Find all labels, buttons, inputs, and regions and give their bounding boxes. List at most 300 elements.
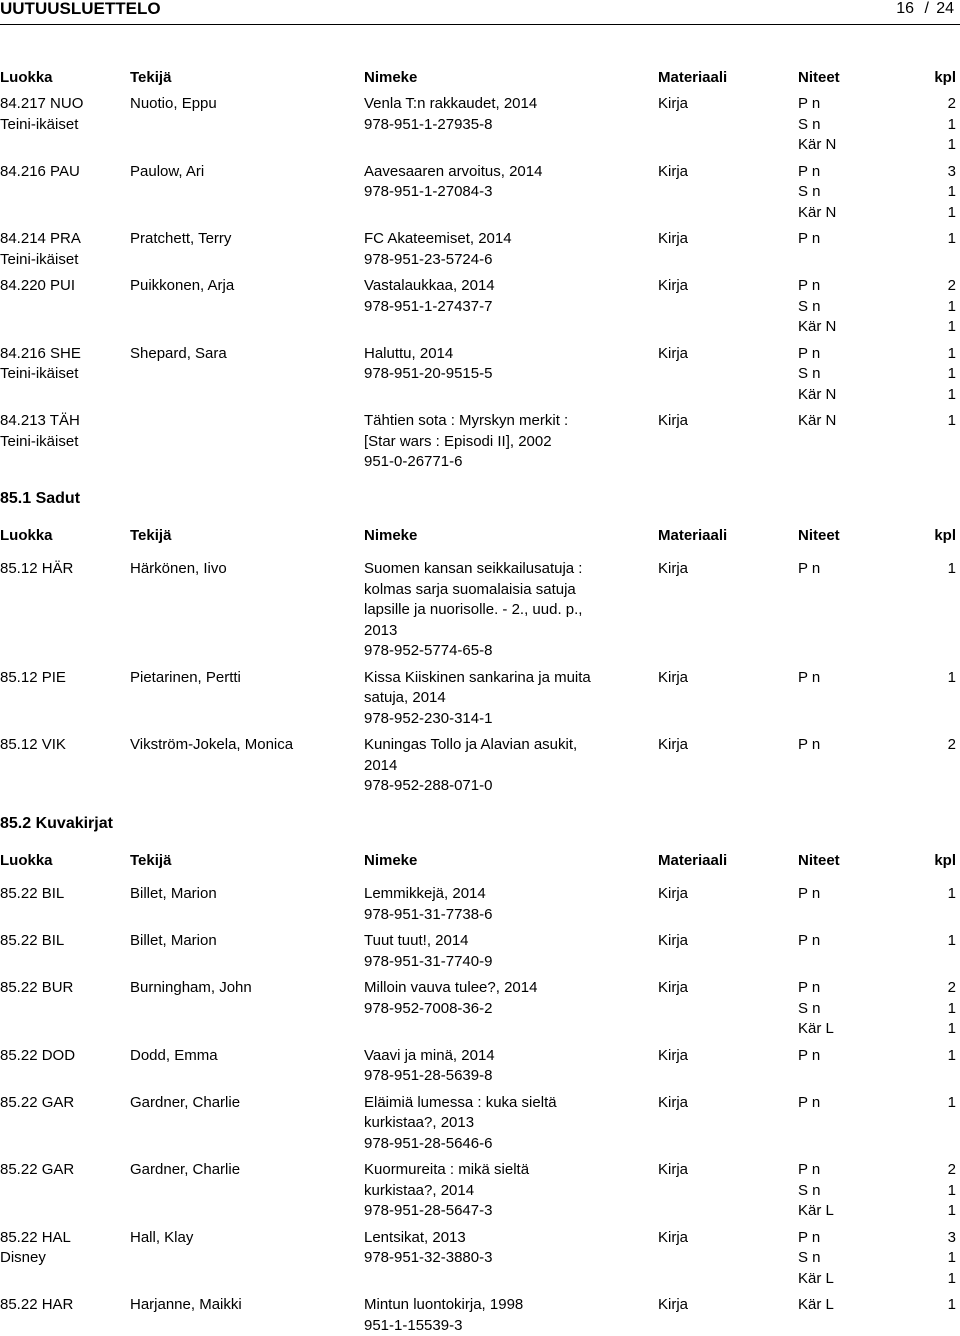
author: Hall, Klay [130,1228,193,1249]
title-block [364,344,634,385]
title-line: Venla T:n rakkaudet, 2014 [364,94,634,115]
isbn: 978-951-28-5639-8 [364,1066,634,1087]
copies-location: Kär N [798,203,836,224]
class-code [0,735,66,756]
shelf-code: 84.216 PAU [0,162,80,183]
copies-count: 2 [948,94,956,115]
class-code [0,276,75,297]
copies-count: 1 [948,364,956,385]
copies-location: P n [798,1228,820,1249]
copies-location: P n [798,559,820,580]
title-line: Haluttu, 2014 [364,344,634,365]
shelf-code: 84.220 PUI [0,276,75,297]
copies-location: Kär L [798,1269,834,1290]
class-code [0,1046,75,1067]
isbn: 978-951-20-9515-5 [364,364,634,385]
class-code [0,931,64,952]
copies-count-line [910,203,956,224]
copies-count-line [910,1295,956,1316]
copies-counts [910,229,956,250]
copies-location: P n [798,884,820,905]
shelf-code: 84.217 NUO [0,94,83,115]
copies-count: 1 [948,135,956,156]
isbn: 978-951-1-27935-8 [364,115,634,136]
copies-entry [798,1160,908,1181]
copies-count: 1 [948,385,956,406]
copies-list [798,668,908,689]
copies-location: S n [798,115,821,136]
copies-entry [798,364,908,385]
material-type: Kirja [658,162,688,183]
copies-count-line [910,1269,956,1290]
copies-entry [798,559,908,580]
copies-entry [798,203,908,224]
copies-count-line [910,411,956,432]
copies-count: 1 [948,999,956,1020]
page-separator: / [925,0,929,20]
copies-location: S n [798,364,821,385]
title-line: Mintun luontokirja, 1998 [364,1295,634,1316]
copies-entry [798,1228,908,1249]
copies-list [798,1228,908,1290]
copies-counts [910,978,956,1040]
header-divider [0,24,960,25]
copies-count: 1 [948,182,956,203]
copies-count-line [910,182,956,203]
author: Paulow, Ari [130,162,204,183]
isbn: 978-951-23-5724-6 [364,250,634,271]
copies-location: S n [798,1181,821,1202]
copies-location: P n [798,94,820,115]
material-type: Kirja [658,411,688,432]
copies-count: 2 [948,735,956,756]
copies-count: 1 [948,344,956,365]
copies-count: 1 [948,115,956,136]
copies-count-line [910,735,956,756]
copies-count: 2 [948,978,956,999]
copies-count-line [910,978,956,999]
copies-count-line [910,94,956,115]
copies-location: P n [798,229,820,250]
audience-label: Teini-ikäiset [0,364,81,385]
copies-count: 2 [948,1160,956,1181]
section-title: 85.1 Sadut [0,489,80,510]
title-line: Suomen kansan seikkailusatuja : [364,559,634,580]
title-block [364,735,634,797]
isbn: 978-951-31-7738-6 [364,905,634,926]
shelf-code: 85.22 GAR [0,1093,74,1114]
title-line: Milloin vauva tulee?, 2014 [364,978,634,999]
copies-list [798,411,908,432]
copies-list [798,1160,908,1222]
title-block [364,978,634,1019]
shelf-code: 84.213 TÄH [0,411,80,432]
copies-counts [910,1046,956,1067]
copies-entry [798,735,908,756]
copies-count-line [910,162,956,183]
copies-entry [798,411,908,432]
copies-entry [798,931,908,952]
copies-location: P n [798,162,820,183]
class-code [0,1295,73,1316]
material-type: Kirja [658,931,688,952]
copies-counts [910,668,956,689]
class-code [0,1228,71,1269]
title-block [364,559,634,662]
title-block [364,162,634,203]
copies-count-line [910,999,956,1020]
author: Billet, Marion [130,931,217,952]
copies-count: 1 [948,1046,956,1067]
author: Vikström-Jokela, Monica [130,735,293,756]
copies-location: Kär L [798,1019,834,1040]
material-type: Kirja [658,229,688,250]
copies-list [798,559,908,580]
column-header-nimeke: Nimeke [364,851,417,872]
copies-location: S n [798,1248,821,1269]
material-type: Kirja [658,276,688,297]
class-code [0,559,73,580]
title-line: Vaavi ja minä, 2014 [364,1046,634,1067]
title-line: FC Akateemiset, 2014 [364,229,634,250]
shelf-code: 85.22 HAR [0,1295,73,1316]
column-header-luokka: Luokka [0,526,53,547]
title-block [364,1046,634,1087]
material-type: Kirja [658,668,688,689]
section-title: 85.2 Kuvakirjat [0,814,113,835]
column-header-niteet: Niteet [798,851,840,872]
isbn: 978-952-288-071-0 [364,776,634,797]
copies-count-line [910,276,956,297]
copies-count: 1 [948,668,956,689]
title-line: kurkistaa?, 2014 [364,1181,634,1202]
isbn: 978-952-5774-65-8 [364,641,634,662]
title-line: [Star wars : Episodi II], 2002 [364,432,634,453]
copies-location: S n [798,182,821,203]
copies-count: 1 [948,1019,956,1040]
copies-list [798,884,908,905]
material-type: Kirja [658,735,688,756]
copies-count-line [910,1019,956,1040]
material-type: Kirja [658,344,688,365]
document-title: UUTUUSLUETTELO [0,0,161,20]
copies-location: S n [798,297,821,318]
copies-count: 1 [948,1181,956,1202]
shelf-code: 85.22 BIL [0,931,64,952]
copies-counts [910,1160,956,1222]
audience-label: Teini-ikäiset [0,250,81,271]
title-line: kurkistaa?, 2013 [364,1113,634,1134]
audience-label: Teini-ikäiset [0,432,80,453]
column-header-row [0,68,960,90]
copies-count-line [910,229,956,250]
title-line: kolmas sarja suomalaisia satuja [364,580,634,601]
copies-entry [798,1093,908,1114]
copies-entry [798,668,908,689]
copies-count-line [910,385,956,406]
copies-location: P n [798,276,820,297]
column-header-materiaali: Materiaali [658,526,727,547]
title-line: lapsille ja nuorisolle. - 2., uud. p., [364,600,634,621]
title-block [364,276,634,317]
copies-entry [798,229,908,250]
copies-location: Kär N [798,411,836,432]
copies-count: 1 [948,1093,956,1114]
copies-counts [910,411,956,432]
author: Billet, Marion [130,884,217,905]
column-header-tekija: Tekijä [130,526,171,547]
class-code [0,1160,74,1181]
column-header-row [0,526,960,548]
copies-list [798,1046,908,1067]
copies-entry [798,999,908,1020]
class-code [0,229,81,270]
shelf-code: 85.22 GAR [0,1160,74,1181]
isbn: 978-951-28-5646-6 [364,1134,634,1155]
isbn: 978-951-31-7740-9 [364,952,634,973]
copies-count: 1 [948,1201,956,1222]
title-block [364,1093,634,1155]
copies-count-line [910,1228,956,1249]
isbn: 978-951-1-27084-3 [364,182,634,203]
copies-entry [798,1019,908,1040]
copies-count-line [910,884,956,905]
column-header-luokka: Luokka [0,851,53,872]
class-code [0,411,80,452]
author: Pratchett, Terry [130,229,231,250]
material-type: Kirja [658,1160,688,1181]
author: Nuotio, Eppu [130,94,217,115]
author: Harjanne, Maikki [130,1295,242,1316]
material-type: Kirja [658,1093,688,1114]
isbn: 978-952-7008-36-2 [364,999,634,1020]
copies-entry [798,884,908,905]
copies-list [798,162,908,224]
title-block [364,668,634,730]
audience-label: Teini-ikäiset [0,115,83,136]
author: Dodd, Emma [130,1046,218,1067]
copies-count-line [910,668,956,689]
copies-count: 3 [948,1228,956,1249]
column-header-nimeke: Nimeke [364,68,417,89]
column-header-niteet: Niteet [798,68,840,89]
column-header-kpl: kpl [934,68,956,89]
isbn: 978-951-28-5647-3 [364,1201,634,1222]
copies-count-line [910,559,956,580]
title-line: Aavesaaren arvoitus, 2014 [364,162,634,183]
title-line: satuja, 2014 [364,688,634,709]
page-total: 24 [936,0,954,20]
column-header-luokka: Luokka [0,68,53,89]
title-line: Tähtien sota : Myrskyn merkit : [364,411,634,432]
copies-location: Kär N [798,135,836,156]
copies-count: 1 [948,411,956,432]
author: Gardner, Charlie [130,1160,240,1181]
copies-counts [910,735,956,756]
column-header-kpl: kpl [934,851,956,872]
copies-entry [798,1295,908,1316]
isbn: 978-951-32-3880-3 [364,1248,634,1269]
column-header-niteet: Niteet [798,526,840,547]
material-type: Kirja [658,94,688,115]
copies-counts [910,1093,956,1114]
class-code [0,978,73,999]
copies-location: P n [798,978,820,999]
copies-entry [798,1269,908,1290]
copies-count: 2 [948,276,956,297]
copies-counts [910,276,956,338]
copies-list [798,1295,908,1316]
copies-entry [798,182,908,203]
material-type: Kirja [658,1295,688,1316]
column-header-kpl: kpl [934,526,956,547]
copies-location: P n [798,931,820,952]
title-line: Tuut tuut!, 2014 [364,931,634,952]
copies-counts [910,94,956,156]
copies-entry [798,1201,908,1222]
copies-counts [910,1228,956,1290]
copies-entry [798,1248,908,1269]
copies-entry [798,135,908,156]
title-block [364,94,634,135]
column-header-row [0,851,960,873]
author: Puikkonen, Arja [130,276,234,297]
title-block [364,884,634,925]
column-header-materiaali: Materiaali [658,851,727,872]
copies-count: 3 [948,162,956,183]
copies-count: 1 [948,297,956,318]
copies-entry [798,94,908,115]
copies-count: 1 [948,229,956,250]
author: Shepard, Sara [130,344,227,365]
title-line: Lentsikat, 2013 [364,1228,634,1249]
title-block [364,931,634,972]
copies-list [798,276,908,338]
author: Härkönen, Iivo [130,559,227,580]
page-number: 16 [896,0,914,20]
column-header-nimeke: Nimeke [364,526,417,547]
title-line: Vastalaukkaa, 2014 [364,276,634,297]
copies-location: Kär N [798,317,836,338]
copies-entry [798,317,908,338]
copies-entry [798,344,908,365]
title-line: 2013 [364,621,634,642]
isbn: 978-951-1-27437-7 [364,297,634,318]
class-code [0,884,64,905]
copies-count-line [910,931,956,952]
copies-location: P n [798,1093,820,1114]
copies-count: 1 [948,1248,956,1269]
copies-list [798,94,908,156]
shelf-code: 84.214 PRA [0,229,81,250]
copies-location: Kär N [798,385,836,406]
title-block [364,1228,634,1269]
author: Burningham, John [130,978,252,999]
copies-location: P n [798,1046,820,1067]
copies-location: P n [798,735,820,756]
copies-count-line [910,317,956,338]
copies-entry [798,297,908,318]
copies-entry [798,385,908,406]
class-code [0,94,83,135]
page-header [0,0,960,22]
copies-list [798,931,908,952]
copies-list [798,344,908,406]
shelf-code: 85.22 BUR [0,978,73,999]
copies-list [798,229,908,250]
copies-count-line [910,364,956,385]
shelf-code: 85.12 HÄR [0,559,73,580]
shelf-code: 84.216 SHE [0,344,81,365]
copies-count-line [910,297,956,318]
copies-count-line [910,135,956,156]
shelf-code: 85.22 DOD [0,1046,75,1067]
class-code [0,1093,74,1114]
copies-entry [798,162,908,183]
copies-location: P n [798,1160,820,1181]
copies-entry [798,1181,908,1202]
column-header-materiaali: Materiaali [658,68,727,89]
title-line: Kissa Kiiskinen sankarina ja muita [364,668,634,689]
copies-entry [798,276,908,297]
copies-list [798,735,908,756]
copies-count: 1 [948,317,956,338]
copies-count-line [910,1046,956,1067]
author: Gardner, Charlie [130,1093,240,1114]
copies-location: P n [798,668,820,689]
copies-count-line [910,1248,956,1269]
material-type: Kirja [658,978,688,999]
copies-count-line [910,1160,956,1181]
copies-counts [910,884,956,905]
copies-counts [910,1295,956,1316]
copies-count-line [910,1181,956,1202]
copies-count: 1 [948,1269,956,1290]
copies-entry [798,1046,908,1067]
column-header-tekija: Tekijä [130,851,171,872]
isbn: 951-1-15539-3 [364,1316,634,1336]
copies-location: Kär L [798,1201,834,1222]
copies-count: 1 [948,884,956,905]
material-type: Kirja [658,1046,688,1067]
copies-counts [910,559,956,580]
copies-location: S n [798,999,821,1020]
copies-count: 1 [948,931,956,952]
shelf-code: 85.22 HAL [0,1228,71,1249]
material-type: Kirja [658,559,688,580]
copies-count: 1 [948,559,956,580]
copies-count-line [910,344,956,365]
class-code [0,668,66,689]
material-type: Kirja [658,884,688,905]
title-line: Kuningas Tollo ja Alavian asukit, [364,735,634,756]
copies-location: P n [798,344,820,365]
copies-counts [910,344,956,406]
shelf-code: 85.12 PIE [0,668,66,689]
copies-location: Kär L [798,1295,834,1316]
isbn: 978-952-230-314-1 [364,709,634,730]
copies-count-line [910,1093,956,1114]
copies-counts [910,162,956,224]
shelf-code: 85.12 VIK [0,735,66,756]
audience-label: Disney [0,1248,71,1269]
copies-entry [798,978,908,999]
copies-count-line [910,1201,956,1222]
isbn: 951-0-26771-6 [364,452,634,473]
copies-list [798,1093,908,1114]
copies-count: 1 [948,203,956,224]
copies-count-line [910,115,956,136]
